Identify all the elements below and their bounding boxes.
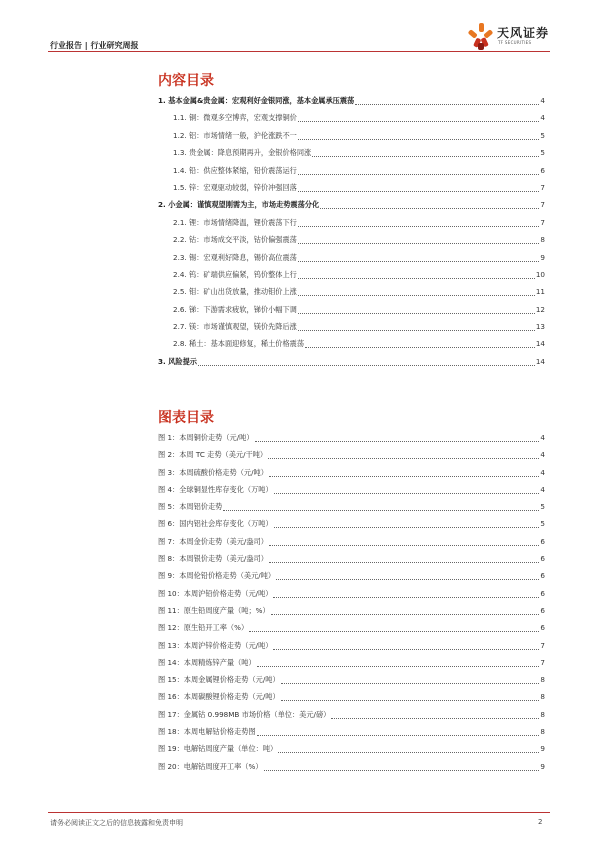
figure-entry[interactable] — [158, 605, 545, 622]
dot-leader — [198, 356, 535, 366]
entry-title: 图 12：原生铅开工率（%） — [158, 623, 249, 633]
toc-title: 内容目录 — [158, 73, 214, 89]
figure-entry[interactable] — [158, 691, 545, 708]
entry-title: 图 18：本周电解钴价格走势图 — [158, 727, 256, 737]
toc-entry-section[interactable] — [158, 182, 545, 199]
dot-leader — [298, 321, 535, 331]
dot-leader — [269, 553, 540, 563]
entry-page-number: 9 — [540, 252, 545, 262]
logo-name: 天风证券 — [497, 26, 550, 40]
dot-leader — [273, 640, 539, 650]
entry-page-number: 5 — [540, 130, 545, 140]
dot-leader — [269, 467, 540, 477]
entry-page-number: 10 — [535, 269, 545, 279]
dot-leader — [298, 165, 540, 175]
dot-leader — [257, 726, 540, 736]
figure-entry[interactable] — [158, 588, 545, 605]
toc-entry-section[interactable] — [158, 269, 545, 286]
toc-entry-section[interactable] — [158, 234, 545, 251]
toc-entry-section[interactable] — [158, 286, 545, 303]
figure-entry[interactable] — [158, 449, 545, 466]
list-of-figures — [158, 432, 545, 778]
dot-leader — [298, 217, 540, 227]
entry-page-number: 14 — [535, 339, 545, 349]
dot-leader — [249, 622, 539, 632]
figure-entry[interactable] — [158, 432, 545, 449]
logo-subtitle: TF SECURITIES — [498, 40, 532, 45]
dot-leader — [264, 761, 540, 771]
entry-title: 图 10：本周沪铅价格走势（元/吨） — [158, 588, 273, 598]
entry-page-number: 14 — [535, 356, 545, 366]
dot-leader — [298, 304, 535, 314]
entry-page-number: 7 — [540, 182, 545, 192]
dot-leader — [269, 536, 540, 546]
entry-title: 图 20：电解钴周度开工率（%） — [158, 761, 263, 771]
entry-title: 2.5. 钼：矿山出货放量，推动钼价上涨 — [173, 287, 297, 297]
entry-page-number: 7 — [540, 217, 545, 227]
logo-flower-icon — [467, 22, 495, 52]
figure-entry[interactable] — [158, 622, 545, 639]
toc-entry-chapter[interactable] — [158, 95, 545, 112]
figure-entry[interactable] — [158, 726, 545, 743]
figure-entry[interactable] — [158, 570, 545, 587]
entry-page-number: 13 — [535, 322, 545, 332]
brand-logo — [467, 22, 551, 52]
dot-leader — [273, 588, 539, 598]
dot-leader — [298, 182, 540, 192]
figure-entry[interactable] — [158, 467, 545, 484]
entry-page-number: 8 — [540, 235, 545, 245]
dot-leader — [257, 657, 540, 667]
dot-leader — [278, 743, 539, 753]
entry-title: 2.8. 稀土：基本面迎修复，稀土价格震荡 — [173, 339, 305, 349]
entry-title: 图 16：本周碳酸锂价格走势（元/吨） — [158, 692, 280, 702]
figure-entry[interactable] — [158, 484, 545, 501]
entry-page-number: 6 — [540, 605, 545, 615]
dot-leader — [255, 432, 540, 442]
dot-leader — [298, 130, 540, 140]
entry-title: 1.2. 铝：市场情绪一般，沪伦涨跌不一 — [173, 130, 297, 140]
dot-leader — [355, 95, 539, 105]
dot-leader — [271, 605, 540, 615]
dot-leader — [331, 709, 539, 719]
figure-entry[interactable] — [158, 743, 545, 760]
toc-entry-section[interactable] — [158, 217, 545, 234]
figure-entry[interactable] — [158, 553, 545, 570]
entry-title: 图 4：全球铜显性库存变化（万吨） — [158, 484, 273, 494]
table-of-contents — [158, 95, 545, 373]
entry-title: 2.3. 锡：宏观利好降息，锡价高位震荡 — [173, 252, 297, 262]
entry-page-number: 8 — [540, 709, 545, 719]
entry-title: 图 8：本周银价走势（美元/盎司） — [158, 554, 268, 564]
entry-page-number: 6 — [540, 536, 545, 546]
entry-title: 2.4. 钨：矿端供应偏紧，钨价整体上行 — [173, 269, 297, 279]
entry-title: 图 5：本周铝价走势 — [158, 502, 223, 512]
page-number: 2 — [538, 818, 543, 826]
entry-title: 图 2：本周 TC 走势（美元/干吨） — [158, 450, 268, 460]
figure-entry[interactable] — [158, 518, 545, 535]
dot-leader — [298, 252, 540, 262]
dot-leader — [298, 286, 535, 296]
figure-entry[interactable] — [158, 709, 545, 726]
dot-leader — [298, 234, 540, 244]
entry-title: 图 13：本周沪锌价格走势（元/吨） — [158, 640, 273, 650]
entry-title: 图 14：本周精炼锌产量（吨） — [158, 657, 256, 667]
entry-title: 2.1. 锂：市场情绪降温，锂价震荡下行 — [173, 217, 297, 227]
entry-page-number: 12 — [535, 304, 545, 314]
entry-page-number: 5 — [540, 148, 545, 158]
entry-title: 1.4. 铅：供应整体紧缩，铅价震荡运行 — [173, 165, 297, 175]
dot-leader — [223, 501, 539, 511]
entry-page-number: 8 — [540, 675, 545, 685]
entry-page-number: 4 — [540, 113, 545, 123]
entry-page-number: 6 — [540, 588, 545, 598]
dot-leader — [276, 570, 539, 580]
figure-entry[interactable] — [158, 657, 545, 674]
entry-title: 图 15：本周金属锂价格走势（元/吨） — [158, 675, 280, 685]
entry-page-number: 9 — [540, 744, 545, 754]
entry-page-number: 8 — [540, 692, 545, 702]
entry-page-number: 4 — [540, 467, 545, 477]
figures-title: 图表目录 — [158, 410, 214, 426]
dot-leader — [268, 449, 539, 459]
entry-title: 2.6. 锑：下游需求疲软，锑价小幅下调 — [173, 304, 297, 314]
toc-entry-section[interactable] — [158, 112, 545, 129]
dot-leader — [274, 484, 540, 494]
entry-page-number: 6 — [540, 623, 545, 633]
toc-entry-section[interactable] — [158, 165, 545, 182]
entry-page-number: 8 — [540, 727, 545, 737]
entry-title: 1. 基本金属&贵金属：宏观利好金银同涨，基本金属承压震荡 — [158, 96, 355, 105]
toc-entry-section[interactable] — [158, 321, 545, 338]
toc-entry-chapter[interactable] — [158, 199, 545, 216]
entry-title: 图 1：本周铜价走势（元/吨） — [158, 433, 254, 442]
entry-title: 1.1. 铜：微观多空博弈，宏观支撑铜价 — [173, 113, 297, 123]
entry-title: 2.7. 镁：市场谨慎观望，镁价先降后涨 — [173, 322, 297, 332]
entry-title: 1.5. 锌：宏观驱动较弱，锌价冲强回落 — [173, 182, 297, 192]
entry-title: 图 6：国内铝社会库存变化（万吨） — [158, 519, 273, 529]
dot-leader — [298, 112, 540, 122]
entry-page-number: 4 — [540, 433, 545, 442]
dot-leader — [281, 674, 540, 684]
entry-page-number: 4 — [540, 96, 545, 105]
entry-title: 3. 风险提示 — [158, 356, 197, 366]
report-header-label: 行业报告 | 行业研究周报 — [50, 41, 139, 50]
entry-title: 图 11：原生铅周度产量（吨；%） — [158, 605, 270, 615]
toc-entry-section[interactable] — [158, 147, 545, 164]
footer-rule — [48, 812, 550, 813]
entry-page-number: 4 — [540, 484, 545, 494]
entry-page-number: 5 — [540, 502, 545, 512]
dot-leader — [281, 691, 540, 701]
entry-title: 2. 小金属：谨慎观望刚需为主，市场走势震荡分化 — [158, 200, 320, 210]
entry-page-number: 7 — [540, 200, 545, 210]
entry-page-number: 6 — [540, 571, 545, 581]
toc-entry-section[interactable] — [158, 252, 545, 269]
header-rule — [48, 51, 550, 52]
figure-entry[interactable] — [158, 501, 545, 518]
dot-leader — [320, 199, 539, 209]
entry-title: 图 19：电解钴周度产量（单位：吨） — [158, 744, 278, 754]
dot-leader — [274, 518, 540, 528]
entry-page-number: 6 — [540, 554, 545, 564]
entry-title: 1.3. 贵金属：降息预期再升，金银价格同涨 — [173, 148, 312, 158]
dot-leader — [305, 338, 535, 348]
toc-entry-chapter[interactable] — [158, 356, 545, 373]
figure-entry[interactable] — [158, 536, 545, 553]
entry-title: 图 7：本周金价走势（美元/盎司） — [158, 536, 268, 546]
dot-leader — [312, 147, 539, 157]
entry-page-number: 7 — [540, 640, 545, 650]
figure-entry[interactable] — [158, 674, 545, 691]
entry-page-number: 5 — [540, 519, 545, 529]
figure-entry[interactable] — [158, 761, 545, 778]
toc-entry-section[interactable] — [158, 338, 545, 355]
entry-title: 2.2. 钴：市场成交平淡，钴价偏强震荡 — [173, 235, 297, 245]
footer-disclaimer: 请务必阅读正文之后的信息披露和免责申明 — [50, 819, 183, 827]
entry-page-number: 6 — [540, 165, 545, 175]
entry-page-number: 4 — [540, 450, 545, 460]
toc-entry-section[interactable] — [158, 304, 545, 321]
entry-page-number: 11 — [535, 287, 545, 297]
dot-leader — [298, 269, 535, 279]
entry-title: 图 9：本周伦铅价格走势（美元/吨） — [158, 571, 276, 581]
toc-entry-section[interactable] — [158, 130, 545, 147]
entry-title: 图 17：金属钴 0.998MB 市场价格（单位：美元/磅） — [158, 709, 331, 719]
entry-page-number: 9 — [540, 761, 545, 771]
entry-title: 图 3：本周硫酸价格走势（元/吨） — [158, 467, 268, 477]
entry-page-number: 7 — [540, 657, 545, 667]
figure-entry[interactable] — [158, 640, 545, 657]
